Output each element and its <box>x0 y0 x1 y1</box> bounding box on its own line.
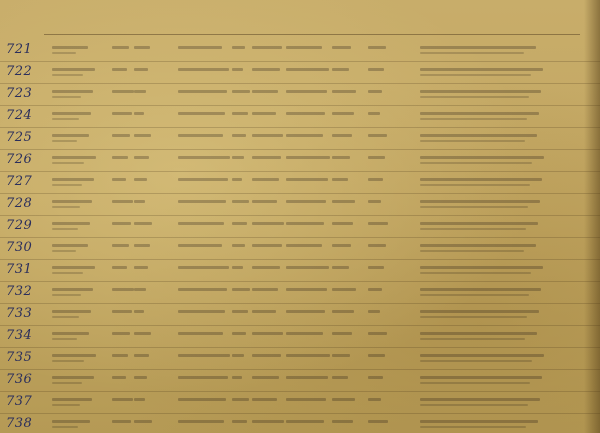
illegible-text <box>134 222 152 225</box>
ledger-row <box>0 172 600 194</box>
illegible-text <box>232 420 247 423</box>
illegible-text <box>112 310 132 313</box>
illegible-text <box>368 68 384 71</box>
illegible-text <box>52 206 80 208</box>
illegible-text <box>252 354 281 357</box>
illegible-text <box>232 112 248 115</box>
illegible-text <box>134 398 145 401</box>
illegible-text <box>286 310 325 313</box>
illegible-text <box>332 112 354 115</box>
illegible-text <box>420 316 527 318</box>
illegible-text <box>332 420 353 423</box>
illegible-text <box>112 178 126 181</box>
illegible-text <box>420 140 525 142</box>
illegible-text <box>332 46 351 49</box>
illegible-text <box>112 398 133 401</box>
illegible-text <box>52 140 77 142</box>
ledger-row <box>0 40 600 62</box>
illegible-text <box>112 46 129 49</box>
row-number: 729 <box>6 218 33 233</box>
illegible-text <box>232 156 244 159</box>
illegible-text <box>52 244 88 247</box>
illegible-text <box>178 68 229 71</box>
illegible-text <box>178 376 228 379</box>
ledger-row <box>0 106 600 128</box>
illegible-text <box>332 68 349 71</box>
illegible-text <box>112 200 133 203</box>
illegible-text <box>52 250 76 252</box>
illegible-text <box>420 272 531 274</box>
illegible-text <box>252 46 282 49</box>
illegible-text <box>332 90 356 93</box>
ledger-row <box>0 62 600 84</box>
illegible-text <box>368 134 387 137</box>
illegible-text <box>134 178 147 181</box>
illegible-text <box>252 222 284 225</box>
illegible-text <box>286 200 326 203</box>
illegible-text <box>420 52 524 54</box>
illegible-text <box>420 118 527 120</box>
illegible-text <box>232 46 245 49</box>
illegible-text <box>52 404 80 406</box>
illegible-text <box>420 228 526 230</box>
illegible-text <box>178 310 225 313</box>
illegible-text <box>286 156 330 159</box>
illegible-text <box>368 376 383 379</box>
illegible-text <box>286 222 324 225</box>
illegible-text <box>232 68 243 71</box>
illegible-text <box>52 398 92 401</box>
ledger-rows <box>0 40 600 431</box>
illegible-text <box>420 162 532 164</box>
illegible-text <box>112 222 131 225</box>
illegible-text <box>178 398 226 401</box>
illegible-text <box>134 46 150 49</box>
row-number: 726 <box>6 152 33 167</box>
illegible-text <box>52 266 95 269</box>
illegible-text <box>52 382 82 384</box>
illegible-text <box>368 178 383 181</box>
illegible-text <box>134 200 145 203</box>
illegible-text <box>178 200 226 203</box>
illegible-text <box>368 266 384 269</box>
illegible-text <box>420 68 543 71</box>
ledger-row <box>0 326 600 348</box>
illegible-text <box>368 398 381 401</box>
ledger-row <box>0 150 600 172</box>
illegible-text <box>134 310 144 313</box>
illegible-text <box>420 178 542 181</box>
ledger-row <box>0 304 600 326</box>
illegible-text <box>52 184 82 186</box>
illegible-text <box>134 90 146 93</box>
illegible-text <box>420 90 541 93</box>
illegible-text <box>112 288 134 291</box>
row-number: 733 <box>6 306 33 321</box>
row-number: 725 <box>6 130 33 145</box>
illegible-text <box>232 332 246 335</box>
illegible-text <box>332 134 352 137</box>
illegible-text <box>52 156 96 159</box>
illegible-text <box>178 288 227 291</box>
illegible-text <box>52 228 78 230</box>
illegible-text <box>420 200 540 203</box>
illegible-text <box>420 426 526 428</box>
illegible-text <box>420 74 531 76</box>
illegible-text <box>52 338 77 340</box>
illegible-text <box>52 426 78 428</box>
illegible-text <box>178 178 228 181</box>
illegible-text <box>52 134 89 137</box>
ledger-row <box>0 414 600 433</box>
illegible-text <box>232 376 242 379</box>
illegible-text <box>286 332 323 335</box>
illegible-text <box>420 376 542 379</box>
illegible-text <box>178 354 230 357</box>
illegible-text <box>52 200 92 203</box>
illegible-text <box>232 178 242 181</box>
illegible-text <box>368 112 380 115</box>
illegible-text <box>252 266 280 269</box>
illegible-text <box>252 178 279 181</box>
illegible-text <box>52 222 90 225</box>
illegible-text <box>178 112 225 115</box>
illegible-text <box>252 376 279 379</box>
illegible-text <box>332 222 353 225</box>
illegible-text <box>420 354 544 357</box>
illegible-text <box>332 376 348 379</box>
illegible-text <box>420 184 530 186</box>
illegible-text <box>286 244 322 247</box>
illegible-text <box>232 310 248 313</box>
illegible-text <box>420 96 529 98</box>
illegible-text <box>420 398 540 401</box>
illegible-text <box>420 338 525 340</box>
illegible-text <box>232 288 250 291</box>
illegible-text <box>368 244 386 247</box>
illegible-text <box>112 156 128 159</box>
illegible-text <box>286 112 325 115</box>
illegible-text <box>134 420 152 423</box>
illegible-text <box>178 266 229 269</box>
illegible-text <box>252 90 278 93</box>
illegible-text <box>134 244 150 247</box>
illegible-text <box>420 420 538 423</box>
header-rule <box>44 34 580 35</box>
illegible-text <box>420 222 538 225</box>
row-number: 734 <box>6 328 33 343</box>
ledger-row <box>0 238 600 260</box>
illegible-text <box>112 354 128 357</box>
illegible-text <box>420 134 537 137</box>
illegible-text <box>112 376 126 379</box>
ledger-row <box>0 260 600 282</box>
ledger-row <box>0 392 600 414</box>
row-number: 735 <box>6 350 33 365</box>
illegible-text <box>420 294 529 296</box>
row-number: 728 <box>6 196 33 211</box>
illegible-text <box>332 398 355 401</box>
row-number: 732 <box>6 284 33 299</box>
illegible-text <box>134 112 144 115</box>
illegible-text <box>368 156 385 159</box>
illegible-text <box>286 266 329 269</box>
illegible-text <box>52 52 76 54</box>
illegible-text <box>52 68 95 71</box>
illegible-text <box>232 398 249 401</box>
illegible-text <box>252 288 278 291</box>
illegible-text <box>286 288 327 291</box>
illegible-text <box>332 178 348 181</box>
illegible-text <box>420 250 524 252</box>
illegible-text <box>178 332 223 335</box>
binding-shadow <box>584 0 600 433</box>
illegible-text <box>420 360 532 362</box>
row-number: 723 <box>6 86 33 101</box>
illegible-text <box>232 222 247 225</box>
illegible-text <box>420 244 536 247</box>
row-number: 727 <box>6 174 33 189</box>
illegible-text <box>52 316 79 318</box>
row-number: 731 <box>6 262 33 277</box>
illegible-text <box>420 310 539 313</box>
illegible-text <box>368 200 381 203</box>
illegible-text <box>368 310 380 313</box>
illegible-text <box>252 156 281 159</box>
illegible-text <box>252 134 283 137</box>
illegible-text <box>134 332 151 335</box>
illegible-text <box>420 112 539 115</box>
illegible-text <box>232 90 250 93</box>
ledger-row <box>0 216 600 238</box>
illegible-text <box>134 266 148 269</box>
ledger-row <box>0 370 600 392</box>
illegible-text <box>52 96 81 98</box>
illegible-text <box>178 90 227 93</box>
ledger-row <box>0 282 600 304</box>
row-number: 736 <box>6 372 33 387</box>
illegible-text <box>332 156 350 159</box>
illegible-text <box>52 178 94 181</box>
illegible-text <box>332 200 355 203</box>
illegible-text <box>52 90 93 93</box>
illegible-text <box>286 376 328 379</box>
illegible-text <box>286 178 328 181</box>
illegible-text <box>286 68 329 71</box>
illegible-text <box>178 46 222 49</box>
illegible-text <box>52 420 90 423</box>
illegible-text <box>420 46 536 49</box>
ledger-row <box>0 84 600 106</box>
illegible-text <box>420 404 528 406</box>
illegible-text <box>286 134 323 137</box>
row-number: 730 <box>6 240 33 255</box>
illegible-text <box>112 90 134 93</box>
illegible-text <box>134 376 147 379</box>
illegible-text <box>52 354 96 357</box>
illegible-text <box>52 272 83 274</box>
row-number: 721 <box>6 42 33 57</box>
illegible-text <box>368 46 386 49</box>
illegible-text <box>420 332 537 335</box>
row-number: 738 <box>6 416 33 431</box>
illegible-text <box>112 332 130 335</box>
illegible-text <box>252 398 277 401</box>
illegible-text <box>332 244 351 247</box>
illegible-text <box>252 244 282 247</box>
illegible-text <box>368 222 388 225</box>
illegible-text <box>52 360 84 362</box>
illegible-text <box>52 310 91 313</box>
illegible-text <box>286 354 330 357</box>
ledger-row <box>0 128 600 150</box>
illegible-text <box>52 332 89 335</box>
illegible-text <box>112 266 127 269</box>
illegible-text <box>134 288 146 291</box>
illegible-text <box>52 118 79 120</box>
illegible-text <box>232 354 244 357</box>
illegible-text <box>332 266 349 269</box>
illegible-text <box>178 420 224 423</box>
illegible-text <box>420 266 543 269</box>
illegible-text <box>52 294 81 296</box>
illegible-text <box>178 134 223 137</box>
illegible-text <box>232 134 246 137</box>
illegible-text <box>252 200 277 203</box>
illegible-text <box>134 354 149 357</box>
illegible-text <box>332 354 350 357</box>
illegible-text <box>332 332 352 335</box>
illegible-text <box>420 382 530 384</box>
row-number: 722 <box>6 64 33 79</box>
illegible-text <box>368 354 385 357</box>
ledger-row <box>0 194 600 216</box>
illegible-text <box>368 420 388 423</box>
illegible-text <box>134 134 151 137</box>
illegible-text <box>52 288 93 291</box>
illegible-text <box>52 162 84 164</box>
illegible-text <box>252 420 284 423</box>
illegible-text <box>232 244 245 247</box>
illegible-text <box>134 156 149 159</box>
illegible-text <box>286 90 327 93</box>
illegible-text <box>286 420 324 423</box>
illegible-text <box>252 112 276 115</box>
illegible-text <box>286 46 322 49</box>
illegible-text <box>332 288 356 291</box>
illegible-text <box>52 74 83 76</box>
ledger-row <box>0 348 600 370</box>
illegible-text <box>112 420 131 423</box>
illegible-text <box>178 222 224 225</box>
illegible-text <box>252 68 280 71</box>
row-number: 724 <box>6 108 33 123</box>
row-number: 737 <box>6 394 33 409</box>
illegible-text <box>232 266 243 269</box>
illegible-text <box>178 244 222 247</box>
illegible-text <box>112 112 132 115</box>
illegible-text <box>332 310 354 313</box>
illegible-text <box>368 332 387 335</box>
illegible-text <box>420 206 528 208</box>
illegible-text <box>134 68 148 71</box>
illegible-text <box>52 376 94 379</box>
illegible-text <box>232 200 249 203</box>
illegible-text <box>52 112 91 115</box>
illegible-text <box>178 156 230 159</box>
illegible-text <box>112 244 129 247</box>
illegible-text <box>52 46 88 49</box>
illegible-text <box>112 134 130 137</box>
illegible-text <box>420 156 544 159</box>
illegible-text <box>112 68 127 71</box>
illegible-text <box>420 288 541 291</box>
illegible-text <box>252 332 283 335</box>
illegible-text <box>252 310 276 313</box>
illegible-text <box>368 90 382 93</box>
illegible-text <box>368 288 382 291</box>
illegible-text <box>286 398 326 401</box>
